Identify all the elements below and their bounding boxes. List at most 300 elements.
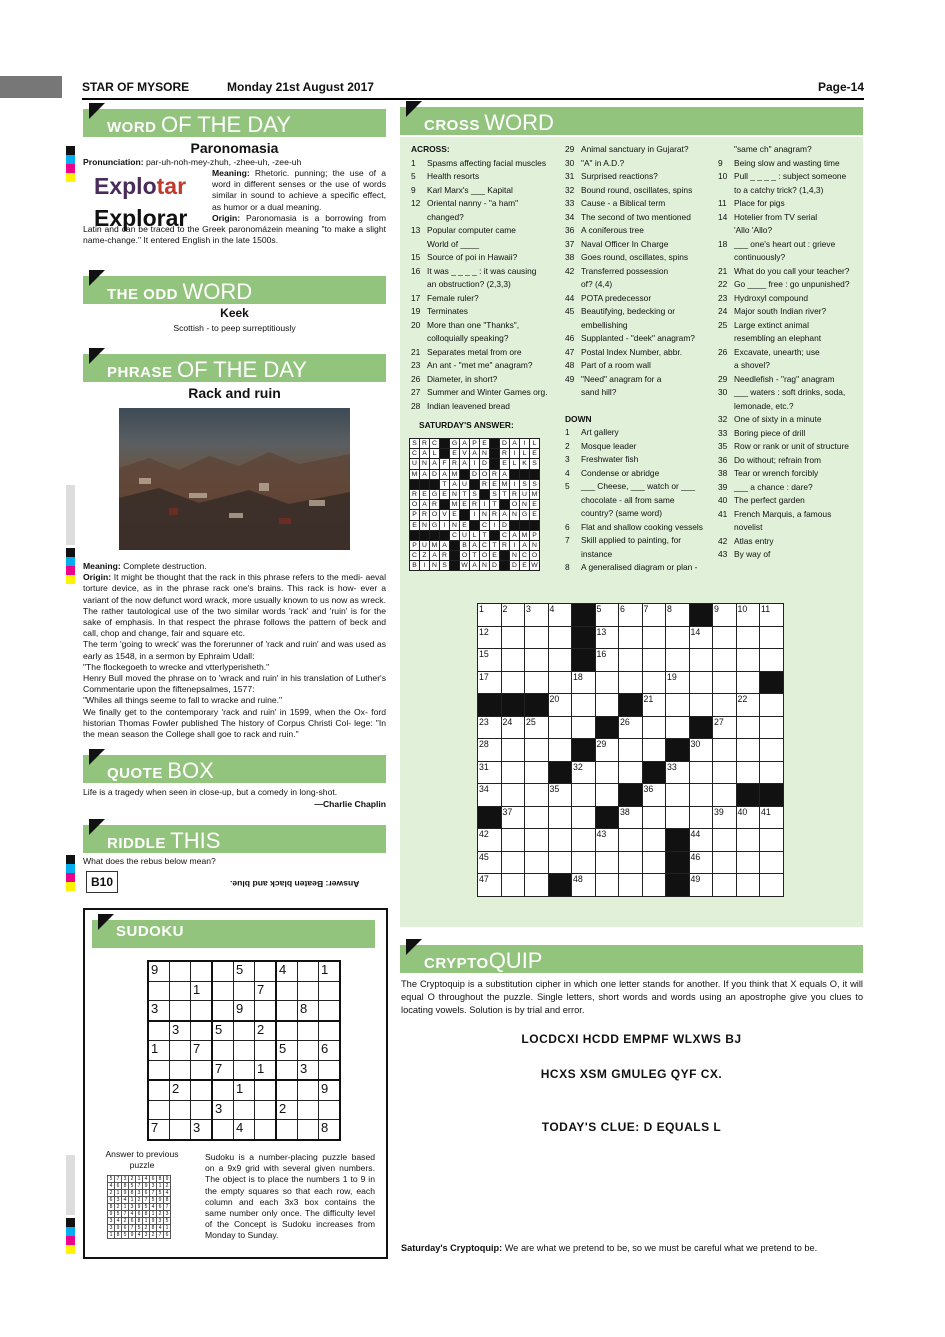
clue-item: 14 Hotelier from TV serial	[718, 211, 818, 222]
crossword-cell[interactable]	[595, 874, 619, 897]
crossword-cell[interactable]	[642, 716, 666, 739]
answer-cell: A	[510, 439, 520, 449]
cryptoquip-line-1: LOCDCXI HCDD EMPMF WLXWS BJ	[521, 1032, 742, 1046]
sudoku-cell[interactable]: 7	[212, 1060, 234, 1080]
sudoku-cell[interactable]: 5	[276, 1041, 298, 1061]
crossword-cell[interactable]: 19	[666, 671, 690, 694]
sudoku-cell[interactable]: 4	[234, 1120, 255, 1140]
crossword-cell[interactable]	[713, 739, 737, 762]
crossword-cell[interactable]	[525, 739, 549, 762]
sudoku-cell[interactable]	[170, 981, 191, 1001]
crossword-cell[interactable]	[666, 716, 690, 739]
crossword-cell[interactable]	[642, 671, 666, 694]
sudoku-cell[interactable]	[298, 1120, 319, 1140]
crossword-cell[interactable]: 29	[595, 739, 619, 762]
answer-cell: A	[420, 500, 430, 510]
sudoku-cell[interactable]	[255, 1001, 277, 1021]
sudoku-cell[interactable]	[148, 1100, 170, 1120]
crossword-cell[interactable]	[501, 829, 525, 852]
crossword-cell[interactable]	[619, 626, 643, 649]
sudoku-cell[interactable]	[191, 1060, 213, 1080]
sudoku-cell[interactable]	[234, 1021, 255, 1041]
crossword-cell[interactable]	[548, 739, 572, 762]
crossword-cell[interactable]: 7	[642, 604, 666, 627]
sudoku-cell[interactable]	[148, 1021, 170, 1041]
sudoku-cell[interactable]	[170, 961, 191, 981]
sudoku-cell[interactable]	[298, 1021, 319, 1041]
crossword-cell[interactable]: 49	[689, 874, 713, 897]
sudoku-cell[interactable]	[276, 981, 298, 1001]
crossword-cell[interactable]	[713, 829, 737, 852]
crossword-cell[interactable]: 24	[501, 716, 525, 739]
crossword-block	[548, 761, 572, 784]
crossword-cell[interactable]	[548, 626, 572, 649]
crossword-cell[interactable]	[642, 874, 666, 897]
sudoku-cell[interactable]	[148, 1080, 170, 1100]
quote-header: QUOTE BOX	[83, 755, 386, 783]
crossword-cell[interactable]	[595, 671, 619, 694]
sudoku-cell[interactable]: 9	[234, 1001, 255, 1021]
sudoku-cell[interactable]: 5	[212, 1021, 234, 1041]
sudoku-cell[interactable]	[255, 961, 277, 981]
clue-item: 23 An ant - "met me" anagram?	[411, 360, 533, 370]
crossword-cell[interactable]: 36	[642, 784, 666, 807]
sudoku-cell[interactable]	[148, 1060, 170, 1080]
crossword-cell[interactable]	[619, 829, 643, 852]
sudoku-answer-grid	[107, 1175, 171, 1239]
sudoku-cell[interactable]	[191, 1080, 213, 1100]
sudoku-cell[interactable]	[319, 1001, 341, 1021]
clue-item: 13 Popular computer came	[411, 225, 516, 235]
answer-cell: R	[430, 500, 440, 510]
sudoku-cell[interactable]: 3	[191, 1120, 213, 1140]
sudoku-cell[interactable]	[170, 1120, 191, 1140]
crossword-cell[interactable]	[760, 649, 784, 672]
crossword-cell[interactable]: 32	[572, 761, 596, 784]
answer-cell	[460, 510, 470, 520]
sudoku-cell[interactable]	[170, 1100, 191, 1120]
answer-cell: A	[500, 510, 510, 520]
crossword-cell[interactable]	[642, 739, 666, 762]
crossword-cell[interactable]: 5	[595, 604, 619, 627]
clue-item: a shovel?	[734, 360, 770, 370]
crossword-cell[interactable]	[736, 761, 760, 784]
crossword-cell[interactable]	[642, 829, 666, 852]
crossword-cell[interactable]	[619, 739, 643, 762]
sudoku-cell[interactable]	[276, 1060, 298, 1080]
sudoku-cell[interactable]	[276, 1120, 298, 1140]
sudoku-cell[interactable]	[255, 1041, 277, 1061]
sudoku-cell[interactable]	[298, 961, 319, 981]
sudoku-cell[interactable]: 3	[212, 1100, 234, 1120]
odd-word: Keek	[220, 306, 249, 320]
clue-item: changed?	[427, 211, 464, 222]
crossword-cell[interactable]: 11	[760, 604, 784, 627]
crossword-cell[interactable]: 30	[689, 739, 713, 762]
sudoku-cell[interactable]: 3	[170, 1021, 191, 1041]
crossword-cell[interactable]	[642, 806, 666, 829]
crossword-cell[interactable]	[501, 784, 525, 807]
answer-cell: T	[490, 500, 500, 510]
crossword-cell[interactable]: 44	[689, 829, 713, 852]
answer-cell: 5	[143, 1204, 150, 1211]
crossword-cell[interactable]	[572, 806, 596, 829]
sudoku-cell[interactable]	[298, 1100, 319, 1120]
crossword-cell[interactable]: 25	[525, 716, 549, 739]
answer-cell	[510, 520, 520, 530]
crossword-cell[interactable]	[713, 784, 737, 807]
answer-cell	[500, 561, 510, 571]
crossword-cell[interactable]: 9	[713, 604, 737, 627]
sudoku-cell[interactable]: 2	[276, 1100, 298, 1120]
sudoku-cell[interactable]	[170, 1041, 191, 1061]
sudoku-cell[interactable]	[298, 1041, 319, 1061]
crossword-cell[interactable]	[713, 851, 737, 874]
clue-item: 9 Being slow and wasting time	[718, 157, 840, 168]
sudoku-cell[interactable]: 7	[191, 1041, 213, 1061]
crossword-cell[interactable]: 16	[595, 649, 619, 672]
answer-cell: R	[500, 449, 510, 459]
crossword-cell[interactable]	[666, 649, 690, 672]
answer-cell: 1	[122, 1204, 129, 1211]
sudoku-cell[interactable]	[234, 1041, 255, 1061]
crossword-cell[interactable]	[713, 649, 737, 672]
answer-cell: M	[450, 500, 460, 510]
crossword-cell[interactable]	[760, 761, 784, 784]
cryptoquip-clue: TODAY'S CLUE: D EQUALS L	[541, 1120, 722, 1134]
crossword-cell[interactable]	[713, 626, 737, 649]
crossword-cell[interactable]: 8	[666, 604, 690, 627]
crossword-cell[interactable]: 15	[478, 649, 502, 672]
crossword-cell[interactable]	[501, 739, 525, 762]
crossword-cell[interactable]	[666, 626, 690, 649]
crossword-cell[interactable]	[689, 671, 713, 694]
crossword-cell[interactable]	[572, 716, 596, 739]
sudoku-cell[interactable]: 7	[255, 981, 277, 1001]
crossword-cell[interactable]	[548, 851, 572, 874]
crossword-cell[interactable]	[736, 649, 760, 672]
sudoku-cell[interactable]: 8	[298, 1001, 319, 1021]
clue-item: 34 The second of two mentioned	[565, 211, 691, 222]
crossword-cell[interactable]	[642, 851, 666, 874]
answer-cell: E	[500, 459, 510, 469]
crossword-cell[interactable]	[736, 874, 760, 897]
crossword-cell[interactable]	[736, 716, 760, 739]
answer-cell: S	[470, 489, 480, 499]
sudoku-cell[interactable]: 1	[234, 1080, 255, 1100]
sudoku-cell[interactable]	[298, 981, 319, 1001]
sudoku-cell[interactable]	[191, 961, 213, 981]
answer-cell: 8	[108, 1204, 115, 1211]
crossword-cell[interactable]	[736, 829, 760, 852]
crossword-cell[interactable]	[501, 671, 525, 694]
sudoku-cell[interactable]: 1	[191, 981, 213, 1001]
answer-cell: N	[450, 520, 460, 530]
crossword-cell[interactable]: 40	[736, 806, 760, 829]
crossword-cell[interactable]	[595, 761, 619, 784]
crossword-cell[interactable]	[736, 626, 760, 649]
crossword-cell[interactable]	[548, 829, 572, 852]
crossword-cell[interactable]	[760, 739, 784, 762]
crossword-cell[interactable]: 33	[666, 761, 690, 784]
crossword-cell[interactable]	[525, 649, 549, 672]
crossword-cell[interactable]: 4	[548, 604, 572, 627]
crossword-cell[interactable]	[572, 829, 596, 852]
answer-cell: 1	[115, 1190, 122, 1197]
crossword-cell[interactable]	[548, 649, 572, 672]
crossword-cell[interactable]	[713, 694, 737, 717]
crossword-cell[interactable]: 28	[478, 739, 502, 762]
clue-item: 40 The perfect garden	[718, 495, 805, 505]
sudoku-cell[interactable]	[276, 1021, 298, 1041]
sudoku-cell[interactable]	[234, 981, 255, 1001]
sudoku-cell[interactable]	[191, 1100, 213, 1120]
answer-cell: R	[490, 510, 500, 520]
sudoku-cell[interactable]	[191, 1021, 213, 1041]
crossword-cell[interactable]	[501, 626, 525, 649]
sudoku-cell[interactable]	[298, 1080, 319, 1100]
sudoku-cell[interactable]	[212, 961, 234, 981]
sudoku-cell[interactable]: 1	[255, 1060, 277, 1080]
sudoku-cell[interactable]: 4	[276, 961, 298, 981]
sudoku-cell[interactable]: 1	[148, 1041, 170, 1061]
sudoku-cell[interactable]: 5	[234, 961, 255, 981]
crossword-cell[interactable]: 48	[572, 874, 596, 897]
answer-cell: A	[440, 469, 450, 479]
crossword-cell[interactable]	[736, 851, 760, 874]
crossword-cell[interactable]	[525, 829, 549, 852]
answer-cell: B	[410, 561, 420, 571]
sudoku-cell[interactable]: 1	[319, 961, 341, 981]
answer-cell: C	[480, 520, 490, 530]
crossword-cell[interactable]: 31	[478, 761, 502, 784]
crossword-cell[interactable]: 45	[478, 851, 502, 874]
answer-cell: U	[460, 530, 470, 540]
crossword-cell[interactable]	[525, 806, 549, 829]
crossword-cell[interactable]	[595, 851, 619, 874]
crossword-cell[interactable]	[572, 784, 596, 807]
crossword-cell[interactable]	[760, 626, 784, 649]
sudoku-cell[interactable]	[319, 1021, 341, 1041]
sudoku-cell[interactable]: 6	[319, 1041, 341, 1061]
answer-cell: 4	[150, 1204, 157, 1211]
crossword-clues-col1: ACROSS: 1 Spasms affecting facial muscles 5 Health resorts 9 Karl Marx's ___ Kapital 12 Oriental nanny - "a ham" changed? 13 Popular computer came World of ____ 15 Source of poi in Hawaii? 16 It was _ _ _ _ : it was causing an obstruction? (2,3,3) 17 Female ruler? 19 Terminates 20 More than one "Thanks", colloquially speaking? 21 Separates metal from ore 23 An ant - "met me" anagram? 26 Diameter, in short? 27 Summer and Winter Games org. 28 Indian leavened bread SATURDAY'S ANSWER:	[411, 144, 548, 430]
crossword-cell[interactable]	[619, 671, 643, 694]
answer-cell: 9	[129, 1232, 136, 1239]
crossword-cell[interactable]	[689, 761, 713, 784]
sudoku-cell[interactable]	[255, 1100, 277, 1120]
crossword-cell[interactable]: 12	[478, 626, 502, 649]
crossword-cell[interactable]	[525, 851, 549, 874]
answer-cell: A	[420, 469, 430, 479]
sudoku-cell[interactable]: 2	[170, 1080, 191, 1100]
sudoku-cell[interactable]: 9	[148, 961, 170, 981]
sudoku-cell[interactable]: 9	[319, 1080, 341, 1100]
crossword-cell[interactable]	[713, 874, 737, 897]
sudoku-cell[interactable]	[255, 1120, 277, 1140]
clue-item: 26 Excavate, unearth; use	[718, 346, 820, 357]
crossword-cell[interactable]	[595, 694, 619, 717]
crossword-cell[interactable]: 47	[478, 874, 502, 897]
sudoku-cell[interactable]	[212, 1080, 234, 1100]
crossword-cell[interactable]	[501, 761, 525, 784]
crossword-cell[interactable]	[501, 874, 525, 897]
sudoku-cell[interactable]	[170, 1001, 191, 1021]
sudoku-cell[interactable]: 7	[148, 1120, 170, 1140]
crossword-cell[interactable]	[572, 694, 596, 717]
crossword-cell[interactable]	[689, 784, 713, 807]
sudoku-cell[interactable]	[276, 1001, 298, 1021]
crossword-cell[interactable]	[548, 716, 572, 739]
crossword-cell[interactable]	[666, 784, 690, 807]
crossword-cell[interactable]: 41	[760, 806, 784, 829]
sudoku-cell[interactable]	[212, 1001, 234, 1021]
crossword-cell[interactable]	[689, 649, 713, 672]
sudoku-cell[interactable]	[212, 981, 234, 1001]
sudoku-cell[interactable]	[234, 1060, 255, 1080]
clue-item: 44 POTA predecessor	[565, 292, 652, 303]
sudoku-cell[interactable]	[319, 1100, 341, 1120]
crossword-cell[interactable]	[619, 761, 643, 784]
crossword-cell[interactable]	[736, 671, 760, 694]
answer-cell: R	[500, 540, 510, 550]
crossword-cell[interactable]	[760, 829, 784, 852]
quote-text: Life is a tragedy when seen in close-up, but a comedy in long-shot.	[83, 787, 338, 797]
sudoku-cell[interactable]: 8	[319, 1120, 341, 1140]
sudoku-cell[interactable]: 3	[148, 1001, 170, 1021]
crossword-cell[interactable]	[760, 874, 784, 897]
clue-item: 11 Place for pigs	[718, 198, 785, 208]
answer-cell	[410, 479, 420, 489]
sudoku-cell[interactable]	[148, 981, 170, 1001]
crossword-cell[interactable]	[619, 851, 643, 874]
clue-item: 29 Animal sanctuary in Gujarat?	[565, 144, 689, 154]
crossword-cell[interactable]	[642, 649, 666, 672]
crossword-cell[interactable]	[525, 626, 549, 649]
crossword-cell[interactable]	[736, 739, 760, 762]
sudoku-cell[interactable]	[234, 1100, 255, 1120]
crossword-cell[interactable]: 46	[689, 851, 713, 874]
crossword-cell[interactable]	[713, 671, 737, 694]
crossword-cell[interactable]	[501, 851, 525, 874]
crossword-cell[interactable]: 21	[642, 694, 666, 717]
answer-cell	[430, 530, 440, 540]
answer-cell: L	[430, 449, 440, 459]
clue-item: of? (4,4)	[581, 279, 613, 289]
crossword-block	[736, 784, 760, 807]
crossword-cell[interactable]: 39	[713, 806, 737, 829]
crossword-cell[interactable]	[666, 806, 690, 829]
odd-word-header: THE ODD WORD	[83, 276, 386, 304]
answer-cell: Z	[420, 551, 430, 561]
answer-cell: E	[530, 500, 540, 510]
sudoku-cell[interactable]: 3	[298, 1060, 319, 1080]
crossword-block	[595, 716, 619, 739]
sudoku-cell[interactable]	[319, 981, 341, 1001]
clue-item: 23 Hydroxyl compound	[718, 292, 809, 303]
crossword-cell[interactable]	[525, 761, 549, 784]
answer-cell: I	[510, 540, 520, 550]
clue-item: 38 Goes round, oscillates, spins	[565, 252, 689, 262]
crossword-cell[interactable]: 14	[689, 626, 713, 649]
answer-cell: O	[430, 510, 440, 520]
crossword-cell[interactable]: 10	[736, 604, 760, 627]
crossword-cell[interactable]: 43	[595, 829, 619, 852]
crossword-cell[interactable]	[713, 761, 737, 784]
sudoku-cell[interactable]	[319, 1060, 341, 1080]
sudoku-cell[interactable]	[170, 1060, 191, 1080]
crossword-cell[interactable]	[525, 784, 549, 807]
sudoku-cell[interactable]: 2	[255, 1021, 277, 1041]
crossword-cell[interactable]: 17	[478, 671, 502, 694]
crossword-cell[interactable]	[525, 671, 549, 694]
crossword-cell[interactable]	[501, 649, 525, 672]
answer-cell: 2	[150, 1232, 157, 1239]
answer-cell	[450, 551, 460, 561]
clue-item: embellishing	[581, 319, 628, 330]
crossword-cell[interactable]	[689, 806, 713, 829]
crossword-cell[interactable]	[595, 784, 619, 807]
crossword-cell[interactable]: 22	[736, 694, 760, 717]
answer-cell: O	[410, 500, 420, 510]
crossword-cell[interactable]	[760, 716, 784, 739]
sudoku-cell[interactable]	[276, 1080, 298, 1100]
crossword-cell[interactable]	[548, 806, 572, 829]
crossword-cell[interactable]: 38	[619, 806, 643, 829]
crossword-cell[interactable]	[619, 874, 643, 897]
answer-cell: E	[410, 520, 420, 530]
clue-item: 42 Transferred possession	[565, 265, 669, 276]
sudoku-cell[interactable]	[212, 1041, 234, 1061]
sudoku-cell[interactable]	[212, 1120, 234, 1140]
clue-item: 32 Bound round, oscillates, spins	[565, 184, 693, 195]
crossword-cell[interactable]: 23	[478, 716, 502, 739]
crossword-cell[interactable]: 37	[501, 806, 525, 829]
crossword-cell[interactable]: 2	[501, 604, 525, 627]
crossword-cell[interactable]	[525, 874, 549, 897]
crossword-cell[interactable]: 26	[619, 716, 643, 739]
crossword-cell[interactable]: 35	[548, 784, 572, 807]
crossword-cell[interactable]	[760, 694, 784, 717]
crossword-cell[interactable]: 18	[572, 671, 596, 694]
crossword-cell[interactable]: 34	[478, 784, 502, 807]
sudoku-cell[interactable]	[191, 1001, 213, 1021]
crossword-cell[interactable]: 27	[713, 716, 737, 739]
crossword-cell[interactable]: 3	[525, 604, 549, 627]
crossword-cell[interactable]: 13	[595, 626, 619, 649]
sudoku-cell[interactable]	[255, 1080, 277, 1100]
answer-cell: 4	[136, 1232, 143, 1239]
crossword-cell[interactable]	[760, 851, 784, 874]
crossword-cell[interactable]	[572, 851, 596, 874]
answer-cell: N	[450, 489, 460, 499]
crossword-cell[interactable]	[642, 626, 666, 649]
crossword-block	[572, 649, 596, 672]
crossword-cell[interactable]	[666, 694, 690, 717]
crossword-cell[interactable]	[548, 671, 572, 694]
quote-author: —Charlie Chaplin	[314, 799, 386, 809]
crossword-cell[interactable]: 6	[619, 604, 643, 627]
answer-cell: 6	[108, 1197, 115, 1204]
crossword-cell[interactable]: 20	[548, 694, 572, 717]
answer-cell: 7	[122, 1211, 129, 1218]
crossword-cell[interactable]: 42	[478, 829, 502, 852]
crossword-cell[interactable]: 1	[478, 604, 502, 627]
crossword-cell[interactable]	[689, 694, 713, 717]
clue-item: 'Allo 'Allo?	[734, 225, 773, 235]
answer-cell: B	[460, 540, 470, 550]
crossword-cell[interactable]	[619, 649, 643, 672]
